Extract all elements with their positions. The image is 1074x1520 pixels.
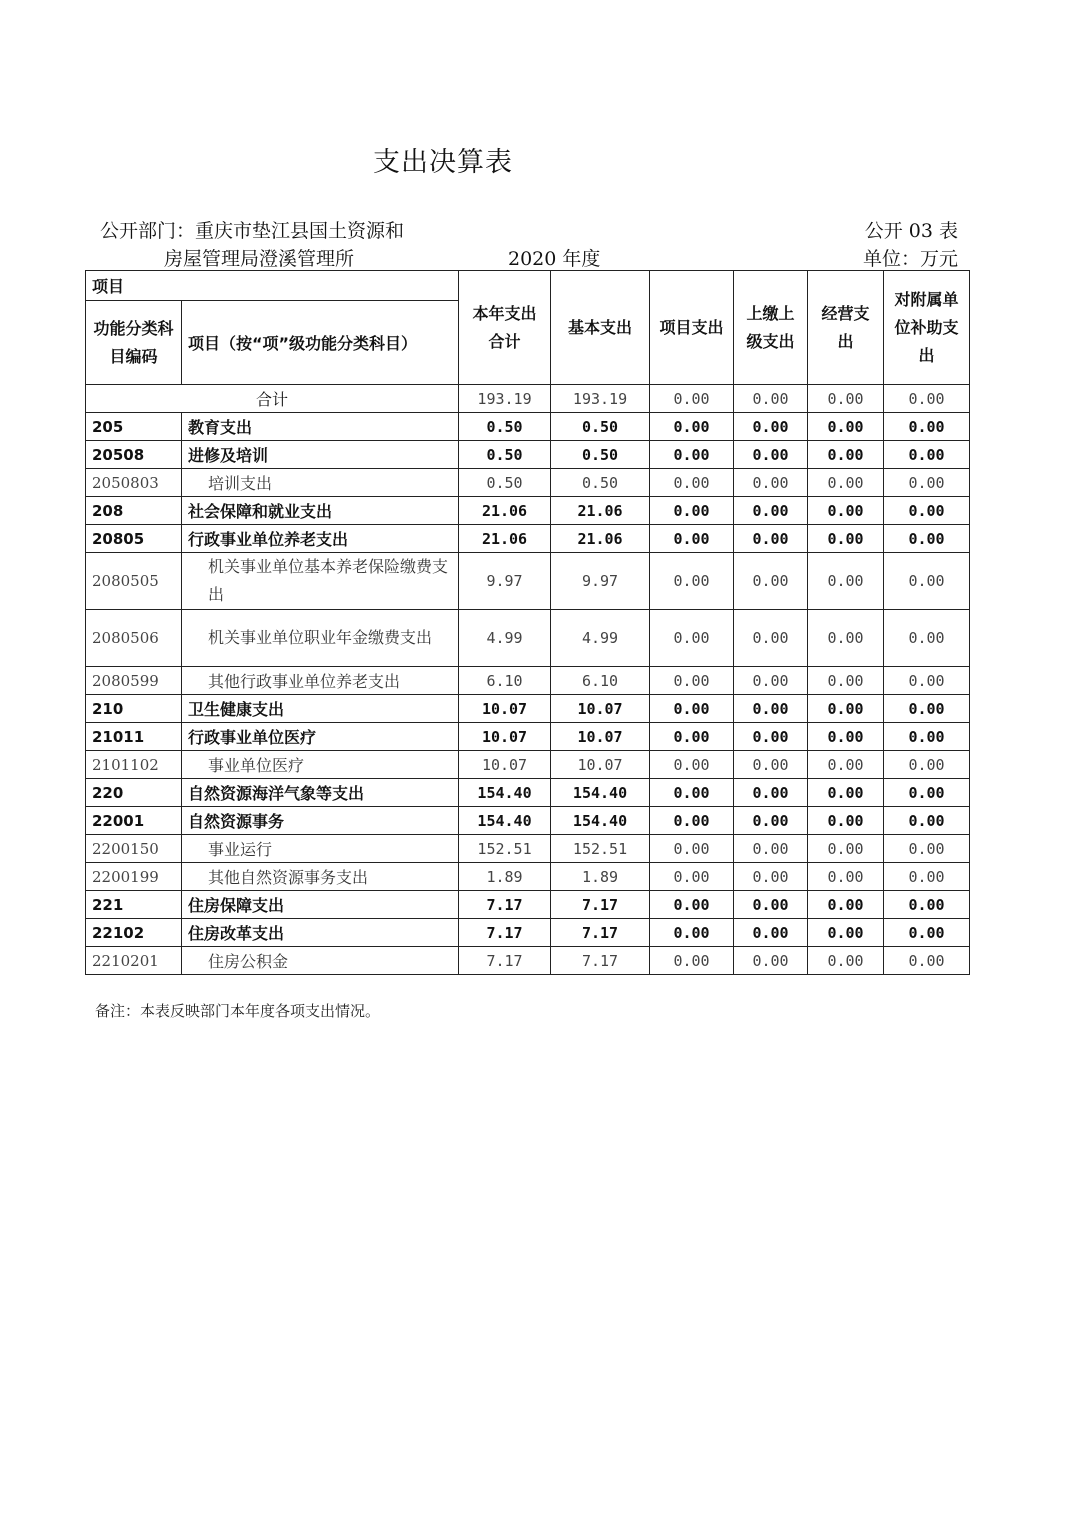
row-value-cell: 10.07 — [551, 751, 650, 779]
row-value-cell: 0.00 — [884, 723, 970, 751]
col-operating-header: 经营支出 — [808, 271, 884, 385]
table-row — [86, 610, 970, 667]
summary-cell: 0.00 — [734, 385, 808, 413]
table-row — [86, 667, 970, 695]
row-code: 20805 — [86, 525, 182, 553]
row-value-cell: 0.00 — [734, 553, 808, 610]
row-value-cell: 0.00 — [650, 667, 734, 695]
row-name: 行政事业单位医疗 — [182, 723, 459, 751]
row-name: 行政事业单位养老支出 — [182, 525, 459, 553]
row-name: 其他自然资源事务支出 — [182, 863, 459, 891]
row-value-cell: 0.00 — [734, 413, 808, 441]
row-name: 社会保障和就业支出 — [182, 497, 459, 525]
table-row — [86, 469, 970, 497]
table-row — [86, 441, 970, 469]
table-row — [86, 891, 970, 919]
table-row — [86, 751, 970, 779]
row-name: 自然资源海洋气象等支出 — [182, 779, 459, 807]
table-row — [86, 779, 970, 807]
row-value-cell: 0.00 — [808, 469, 884, 497]
summary-label: 合计 — [86, 385, 459, 413]
row-code: 2080505 — [86, 553, 182, 610]
row-value-cell: 0.00 — [884, 947, 970, 975]
row-value-cell: 154.40 — [459, 779, 551, 807]
row-value-cell: 0.00 — [650, 863, 734, 891]
col-upper-header: 上缴上级支出 — [734, 271, 808, 385]
summary-cell: 0.00 — [884, 385, 970, 413]
row-value-cell: 9.97 — [551, 553, 650, 610]
row-value-cell: 154.40 — [459, 807, 551, 835]
row-value-cell: 0.00 — [808, 919, 884, 947]
row-value-cell: 0.00 — [884, 525, 970, 553]
row-value-cell: 0.50 — [551, 469, 650, 497]
row-code: 2101102 — [86, 751, 182, 779]
row-code: 220 — [86, 779, 182, 807]
row-value-cell: 0.00 — [808, 497, 884, 525]
row-value-cell: 0.00 — [808, 667, 884, 695]
row-value-cell: 0.00 — [734, 497, 808, 525]
row-value-cell: 0.00 — [650, 469, 734, 497]
row-value-cell: 0.00 — [734, 891, 808, 919]
row-code: 2080599 — [86, 667, 182, 695]
row-code: 2200150 — [86, 835, 182, 863]
row-name: 事业单位医疗 — [182, 751, 459, 779]
row-value-cell: 0.00 — [808, 835, 884, 863]
row-value-cell: 0.00 — [808, 891, 884, 919]
row-name: 进修及培训 — [182, 441, 459, 469]
table-row — [86, 863, 970, 891]
table-row — [86, 553, 970, 610]
fiscal-year: 2020 年度 — [508, 248, 601, 270]
summary-cell: 193.19 — [459, 385, 551, 413]
project-header: 项目 — [86, 271, 459, 301]
row-value-cell: 10.07 — [459, 695, 551, 723]
row-value-cell: 0.00 — [884, 807, 970, 835]
col-subsidy-header: 对附属单位补助支出 — [884, 271, 970, 385]
row-value-cell: 0.00 — [650, 553, 734, 610]
row-value-cell: 0.00 — [650, 947, 734, 975]
row-code: 221 — [86, 891, 182, 919]
row-value-cell: 0.00 — [650, 525, 734, 553]
table-row — [86, 919, 970, 947]
row-name: 自然资源事务 — [182, 807, 459, 835]
table-row — [86, 947, 970, 975]
row-value-cell: 4.99 — [551, 610, 650, 667]
row-value-cell: 7.17 — [459, 919, 551, 947]
table-row — [86, 807, 970, 835]
row-name: 卫生健康支出 — [182, 695, 459, 723]
row-value-cell: 0.00 — [734, 695, 808, 723]
row-value-cell: 0.00 — [808, 441, 884, 469]
row-value-cell: 0.00 — [884, 413, 970, 441]
row-value-cell: 0.00 — [808, 695, 884, 723]
row-value-cell: 9.97 — [459, 553, 551, 610]
row-value-cell: 7.17 — [551, 919, 650, 947]
row-value-cell: 0.00 — [734, 441, 808, 469]
row-value-cell: 0.00 — [650, 413, 734, 441]
row-value-cell: 0.00 — [808, 863, 884, 891]
row-value-cell: 21.06 — [459, 525, 551, 553]
row-value-cell: 0.00 — [884, 695, 970, 723]
row-value-cell: 0.00 — [734, 723, 808, 751]
col-total-header: 本年支出合计 — [459, 271, 551, 385]
row-value-cell: 0.50 — [459, 413, 551, 441]
summary-cell: 0.00 — [650, 385, 734, 413]
row-value-cell: 152.51 — [459, 835, 551, 863]
row-value-cell: 7.17 — [551, 947, 650, 975]
row-value-cell: 0.50 — [459, 441, 551, 469]
row-value-cell: 6.10 — [459, 667, 551, 695]
row-value-cell: 0.00 — [884, 891, 970, 919]
row-value-cell: 0.00 — [808, 807, 884, 835]
row-name: 住房改革支出 — [182, 919, 459, 947]
summary-cell: 193.19 — [551, 385, 650, 413]
col-code-header: 功能分类科目编码 — [86, 301, 182, 385]
expenditure-table — [85, 270, 970, 975]
row-value-cell: 0.00 — [884, 863, 970, 891]
row-name: 机关事业单位基本养老保险缴费支出 — [182, 553, 459, 610]
row-name: 机关事业单位职业年金缴费支出 — [182, 610, 459, 667]
row-value-cell: 152.51 — [551, 835, 650, 863]
row-value-cell: 7.17 — [459, 947, 551, 975]
row-name: 其他行政事业单位养老支出 — [182, 667, 459, 695]
row-value-cell: 0.00 — [884, 779, 970, 807]
row-value-cell: 0.00 — [808, 751, 884, 779]
row-value-cell: 0.00 — [650, 891, 734, 919]
row-value-cell: 10.07 — [551, 695, 650, 723]
row-code: 205 — [86, 413, 182, 441]
row-value-cell: 0.00 — [808, 947, 884, 975]
row-code: 21011 — [86, 723, 182, 751]
row-value-cell: 0.00 — [884, 751, 970, 779]
table-row — [86, 525, 970, 553]
row-value-cell: 0.00 — [884, 497, 970, 525]
row-value-cell: 0.00 — [808, 553, 884, 610]
row-value-cell: 7.17 — [551, 891, 650, 919]
row-value-cell: 0.00 — [650, 919, 734, 947]
row-value-cell: 0.00 — [734, 469, 808, 497]
row-value-cell: 0.00 — [650, 441, 734, 469]
row-value-cell: 154.40 — [551, 779, 650, 807]
row-name: 住房保障支出 — [182, 891, 459, 919]
row-value-cell: 10.07 — [459, 751, 551, 779]
department-line-1: 公开部门：重庆市垫江县国土资源和 — [100, 220, 405, 242]
row-code: 208 — [86, 497, 182, 525]
row-value-cell: 0.00 — [808, 610, 884, 667]
row-value-cell: 0.00 — [884, 469, 970, 497]
footnote: 备注：本表反映部门本年度各项支出情况。 — [95, 1002, 381, 1020]
row-value-cell: 0.00 — [808, 525, 884, 553]
row-value-cell: 0.50 — [551, 441, 650, 469]
row-value-cell: 0.00 — [734, 779, 808, 807]
table-row — [86, 497, 970, 525]
row-value-cell: 0.00 — [884, 919, 970, 947]
row-value-cell: 0.00 — [734, 863, 808, 891]
table-row — [86, 723, 970, 751]
row-value-cell: 0.00 — [808, 413, 884, 441]
row-value-cell: 0.00 — [884, 610, 970, 667]
row-value-cell: 0.00 — [734, 947, 808, 975]
col-name-header: 项目（按“项”级功能分类科目） — [182, 301, 459, 385]
row-value-cell: 4.99 — [459, 610, 551, 667]
row-value-cell: 0.00 — [650, 807, 734, 835]
table-row — [86, 695, 970, 723]
row-value-cell: 6.10 — [551, 667, 650, 695]
row-value-cell: 1.89 — [551, 863, 650, 891]
row-value-cell: 1.89 — [459, 863, 551, 891]
row-value-cell: 21.06 — [551, 497, 650, 525]
row-value-cell: 0.00 — [884, 667, 970, 695]
department-line-2: 房屋管理局澄溪管理所 — [164, 248, 355, 270]
row-value-cell: 0.00 — [734, 525, 808, 553]
page-title: 支出决算表 — [373, 147, 513, 178]
row-value-cell: 0.00 — [650, 695, 734, 723]
row-code: 2210201 — [86, 947, 182, 975]
row-code: 2200199 — [86, 863, 182, 891]
row-code: 22001 — [86, 807, 182, 835]
row-value-cell: 0.00 — [734, 919, 808, 947]
row-value-cell: 7.17 — [459, 891, 551, 919]
row-value-cell: 0.00 — [884, 835, 970, 863]
row-name: 培训支出 — [182, 469, 459, 497]
row-name: 教育支出 — [182, 413, 459, 441]
summary-cell: 0.00 — [808, 385, 884, 413]
row-name: 事业运行 — [182, 835, 459, 863]
row-value-cell: 0.00 — [650, 751, 734, 779]
row-value-cell: 0.00 — [734, 835, 808, 863]
row-code: 210 — [86, 695, 182, 723]
row-code: 2080506 — [86, 610, 182, 667]
row-value-cell: 0.00 — [808, 779, 884, 807]
row-value-cell: 0.00 — [650, 497, 734, 525]
col-project-exp-header: 项目支出 — [650, 271, 734, 385]
row-value-cell: 10.07 — [459, 723, 551, 751]
row-value-cell: 0.00 — [734, 751, 808, 779]
row-value-cell: 0.50 — [459, 469, 551, 497]
row-value-cell: 0.00 — [808, 723, 884, 751]
row-value-cell: 10.07 — [551, 723, 650, 751]
row-value-cell: 0.00 — [884, 553, 970, 610]
row-value-cell: 0.50 — [551, 413, 650, 441]
row-value-cell: 0.00 — [734, 610, 808, 667]
table-row — [86, 835, 970, 863]
row-code: 2050803 — [86, 469, 182, 497]
row-value-cell: 0.00 — [734, 667, 808, 695]
row-value-cell: 154.40 — [551, 807, 650, 835]
row-value-cell: 0.00 — [650, 723, 734, 751]
table-row — [86, 413, 970, 441]
row-name: 住房公积金 — [182, 947, 459, 975]
summary-row — [86, 385, 970, 413]
row-value-cell: 0.00 — [884, 441, 970, 469]
row-value-cell: 0.00 — [734, 807, 808, 835]
row-value-cell: 0.00 — [650, 835, 734, 863]
row-value-cell: 0.00 — [650, 610, 734, 667]
row-code: 20508 — [86, 441, 182, 469]
unit-label: 单位：万元 — [862, 248, 958, 270]
row-value-cell: 21.06 — [551, 525, 650, 553]
row-code: 22102 — [86, 919, 182, 947]
row-value-cell: 21.06 — [459, 497, 551, 525]
col-basic-header: 基本支出 — [551, 271, 650, 385]
table-number: 公开 03 表 — [864, 220, 958, 242]
row-value-cell: 0.00 — [650, 779, 734, 807]
